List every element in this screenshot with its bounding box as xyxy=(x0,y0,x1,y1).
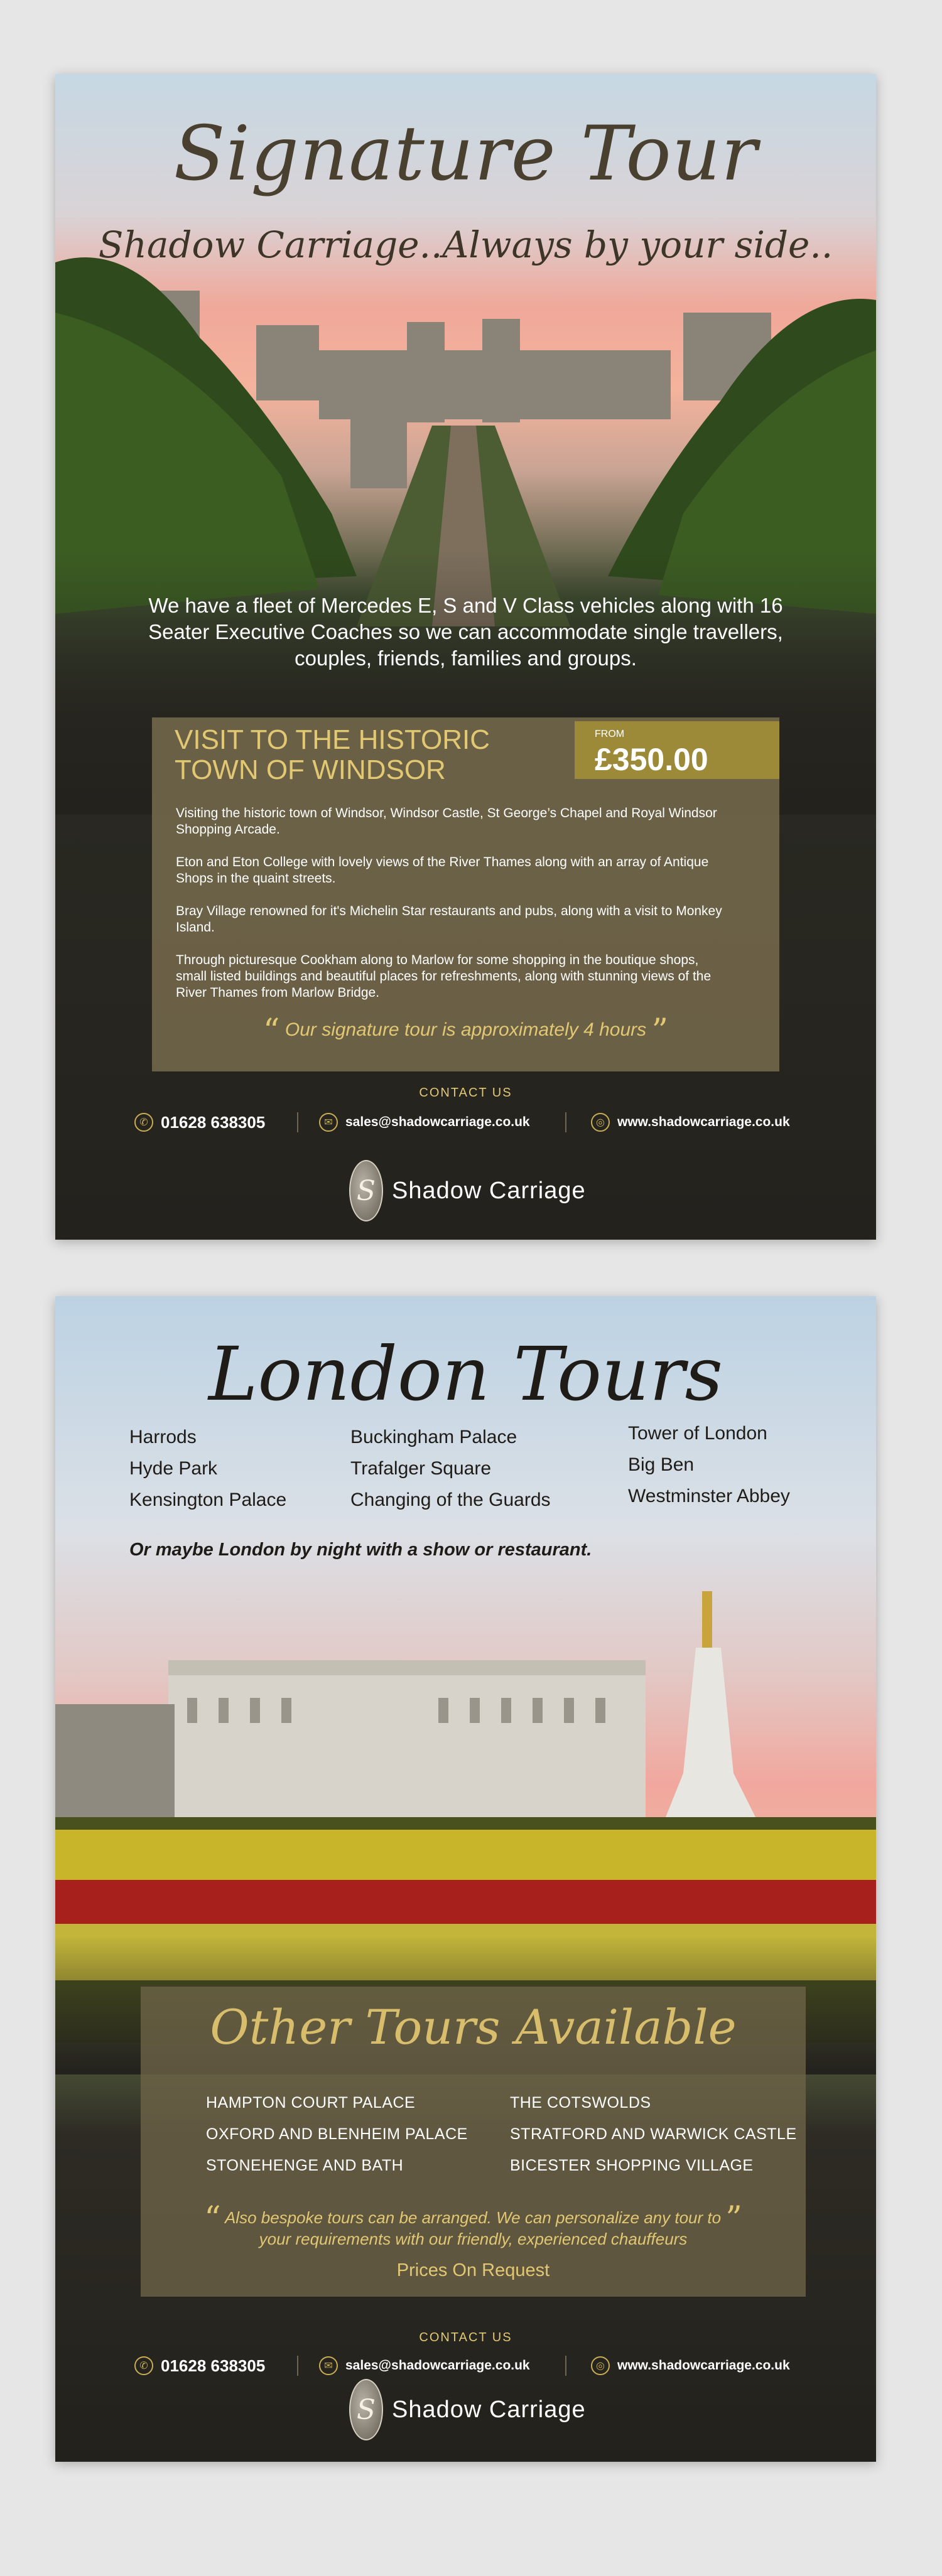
offer-title xyxy=(175,725,526,785)
email-contact[interactable] xyxy=(319,1110,530,1135)
logo-text: Shadow Carriage xyxy=(392,1177,586,1204)
attractions-column-1 xyxy=(129,1422,286,1516)
contact-divider xyxy=(297,1112,298,1132)
london-tours-flyer xyxy=(55,1296,876,2462)
contact-divider xyxy=(565,1112,566,1132)
flyer-subtitle: Shadow Carriage..Always by your side.. xyxy=(98,223,833,266)
attraction-item: Buckingham Palace xyxy=(350,1427,517,1447)
web-contact[interactable] xyxy=(591,2353,790,2378)
tour-item: BICESTER SHOPPING VILLAGE xyxy=(510,2157,754,2174)
shadow-carriage-logo xyxy=(349,1159,586,1222)
offer-title-line2: TOWN OF WINDSOR xyxy=(175,754,446,785)
logo-emblem: S xyxy=(349,1160,383,1221)
bespoke-quote-line1: Also bespoke tours can be arranged. We can personalize any tour to xyxy=(224,2208,722,2227)
contact-label: CONTACT US xyxy=(419,1086,512,1100)
quote-close-icon: ” xyxy=(651,1012,669,1050)
globe-icon: ◎ xyxy=(591,1113,610,1132)
quote-open-icon: “ xyxy=(204,2200,221,2238)
offer-item: Bray Village renowned for it's Michelin Star restaurants and pubs, along with a visit to Monkey Island. xyxy=(176,904,722,935)
website-url: www.shadowcarriage.co.uk xyxy=(617,2358,790,2373)
shadow-carriage-logo xyxy=(349,2378,586,2441)
price-tag xyxy=(575,721,779,779)
email-address: sales@shadowcarriage.co.uk xyxy=(345,1115,530,1129)
price-value: £350.00 xyxy=(595,742,708,777)
contact-divider xyxy=(297,2356,298,2376)
windsor-tour-flyer xyxy=(55,74,876,1240)
bespoke-tours-quote xyxy=(178,2200,768,2249)
tour-item: STRATFORD AND WARWICK CASTLE xyxy=(510,2125,797,2143)
tour-item: STONEHENGE AND BATH xyxy=(206,2157,404,2174)
attractions-column-2 xyxy=(350,1422,551,1516)
website-url: www.shadowcarriage.co.uk xyxy=(617,1115,790,1129)
offer-quote-text: Our signature tour is approximately 4 hours xyxy=(284,1019,647,1040)
phone-number: 01628 638305 xyxy=(161,2356,266,2375)
offer-title-line1: VISIT TO THE HISTORIC xyxy=(175,724,490,755)
quote-open-icon: “ xyxy=(263,1012,280,1050)
attraction-item: Harrods xyxy=(129,1427,197,1447)
windsor-offer-box xyxy=(152,717,779,1071)
email-contact[interactable] xyxy=(319,2353,530,2378)
contact-row xyxy=(55,1110,876,1135)
quote-close-icon: ” xyxy=(725,2200,742,2238)
phone-icon: ✆ xyxy=(134,2356,153,2375)
attraction-item: Trafalger Square xyxy=(350,1458,492,1479)
attraction-item: Tower of London xyxy=(628,1423,767,1444)
tour-item: HAMPTON COURT PALACE xyxy=(206,2094,416,2112)
tour-item: THE COTSWOLDS xyxy=(510,2094,651,2112)
email-address: sales@shadowcarriage.co.uk xyxy=(345,2358,530,2373)
attraction-item: Westminster Abbey xyxy=(628,1486,790,1506)
phone-number: 01628 638305 xyxy=(161,1112,266,1132)
globe-icon: ◎ xyxy=(591,2356,610,2375)
attraction-item: Hyde Park xyxy=(129,1458,218,1479)
tour-item: OXFORD AND BLENHEIM PALACE xyxy=(206,2125,468,2143)
offer-item: Eton and Eton College with lovely views of the River Thames along with an array of Antique Shops in the quaint streets. xyxy=(176,855,709,886)
contact-divider xyxy=(565,2356,566,2376)
offer-quote xyxy=(152,1012,779,1050)
prices-on-request: Prices On Request xyxy=(396,2260,550,2280)
phone-contact[interactable] xyxy=(134,2353,265,2378)
attractions-column-3 xyxy=(628,1418,790,1512)
logo-text: Shadow Carriage xyxy=(392,2396,586,2423)
attraction-item: Big Ben xyxy=(628,1454,695,1475)
night-tour-text: Or maybe London by night with a show or restaurant. xyxy=(129,1540,592,1560)
other-tours-column-1 xyxy=(206,2087,468,2181)
offer-item: Through picturesque Cookham along to Marlow for some shopping in the boutique shops, small listed buildings and beautiful places for refreshments, along with stunning views of the River Thames from Marlow Bridge. xyxy=(176,953,712,1000)
contact-row xyxy=(55,2353,876,2378)
phone-icon: ✆ xyxy=(134,1113,153,1132)
logo-emblem: S xyxy=(349,2379,383,2440)
contact-label: CONTACT US xyxy=(419,2331,512,2344)
price-from-label: FROM xyxy=(595,729,625,739)
offer-item: Visiting the historic town of Windsor, Windsor Castle, St George’s Chapel and Royal Windsor Shopping Arcade. xyxy=(176,806,717,837)
other-tours-title: Other Tours Available xyxy=(210,1999,737,2055)
other-tours-box xyxy=(141,1987,806,2297)
offer-items xyxy=(176,805,728,1017)
web-contact[interactable] xyxy=(591,1110,790,1135)
envelope-icon: ✉ xyxy=(319,2356,338,2375)
envelope-icon: ✉ xyxy=(319,1113,338,1132)
attraction-item: Kensington Palace xyxy=(129,1489,287,1510)
attraction-item: Changing of the Guards xyxy=(350,1489,551,1510)
fleet-intro-text: We have a fleet of Mercedes E, S and V Class vehicles along with 16 Seater Executive Coaches so we can accommodate single travellers, couples, friends, families and groups. xyxy=(148,594,783,670)
flyer-title: Signature Tour xyxy=(173,110,758,198)
phone-contact[interactable] xyxy=(134,1110,265,1135)
other-tours-column-2 xyxy=(510,2087,797,2181)
bespoke-quote-line2: your requirements with our friendly, experienced chauffeurs xyxy=(259,2230,688,2248)
flyer-title: London Tours xyxy=(208,1331,723,1417)
